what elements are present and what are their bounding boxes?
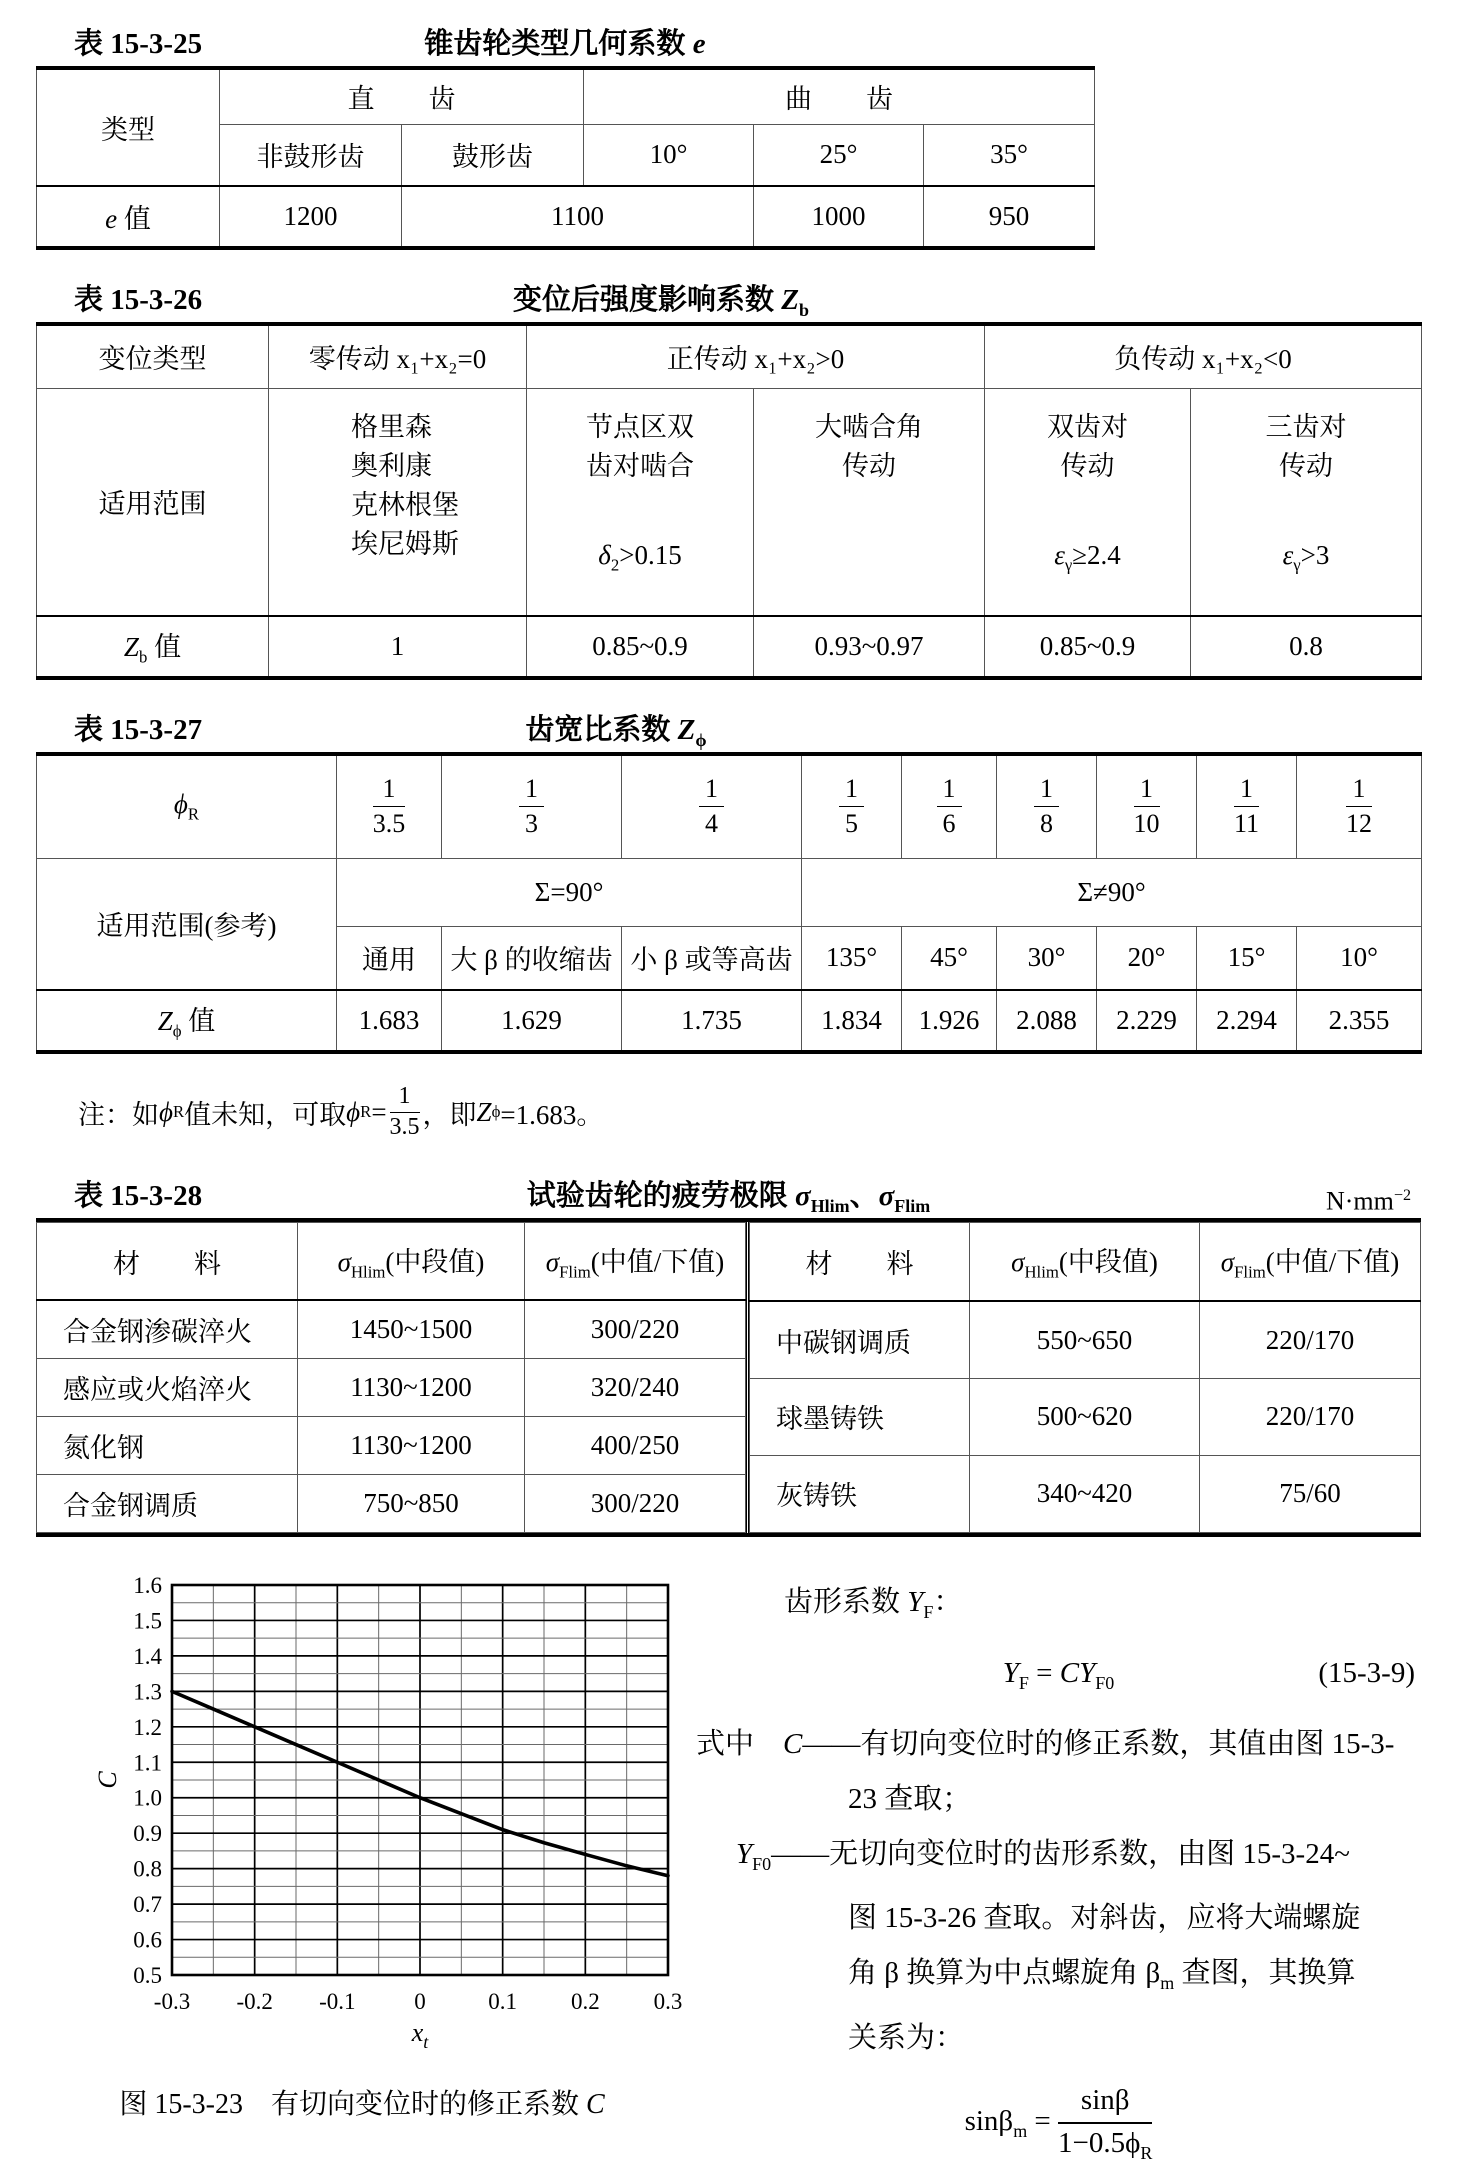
t28r-header-flim <box>1200 1223 1421 1302</box>
t25-header-straight: 直 齿 <box>220 68 584 124</box>
t28r-row0-material: 中碳钢调质 <box>750 1301 970 1379</box>
t27-frac-7-den: 11 <box>1233 809 1260 839</box>
t27-value-0: 1.683 <box>337 990 442 1052</box>
svg-text:1.3: 1.3 <box>133 1679 162 1705</box>
text-colon: ： <box>933 1586 963 1618</box>
t28r-row0-hlim: 550~650 <box>970 1301 1200 1379</box>
table-28-unit <box>1326 1174 1411 1224</box>
table-27-footnote <box>78 1070 1421 1154</box>
svg-text:-0.1: -0.1 <box>319 1989 356 2014</box>
t26-z-row-label <box>37 616 269 678</box>
t26-scope-zero-0: 格里森 <box>351 411 432 442</box>
bottom-section <box>36 1571 1421 2163</box>
eq-y-sub: F <box>1018 1672 1029 1693</box>
t25-value-3: 950 <box>924 186 1095 248</box>
t28r-flim-tail: (中值/下值) <box>1265 1247 1400 1278</box>
t28l-row1-material: 感应或火焰淬火 <box>37 1359 298 1417</box>
svg-text:0.1: 0.1 <box>488 1989 518 2014</box>
table-25-title-var: e <box>692 28 706 60</box>
t27-frac-7-num: 1 <box>1234 773 1259 808</box>
svg-text:1.1: 1.1 <box>133 1750 162 1776</box>
t26-neg1-cond-rest: ≥2.4 <box>1072 539 1121 570</box>
t26-header-pos: 正传动 x₁+x₂>0 <box>527 324 985 388</box>
t26-header-zero: 零传动 x₁+x₂=0 <box>269 324 527 388</box>
t28r-header-material: 材 料 <box>750 1223 970 1302</box>
t27-frac-5-num: 1 <box>1034 773 1059 808</box>
t28r-header-hlim <box>970 1223 1200 1302</box>
text-intro: 齿形系数 <box>784 1586 908 1618</box>
note-phi-1: ϕ <box>159 1096 173 1127</box>
table-26-title-text: 变位后强度影响系数 <box>513 284 782 316</box>
t26-scope-neg1-line2: 传动 <box>1060 450 1115 481</box>
equation-15-3-9 <box>696 1646 1421 1711</box>
svg-text:1.5: 1.5 <box>133 1608 162 1634</box>
svg-text:1.6: 1.6 <box>133 1573 162 1598</box>
t28-title-sigma-1: σ <box>795 1180 811 1212</box>
t28-title-hlim: Hlim <box>810 1195 850 1216</box>
text-yf0-desc-3b: 查图，其换算 <box>1174 1957 1356 1990</box>
t27-value-7: 2.294 <box>1197 990 1297 1052</box>
table-15-3-28 <box>36 1218 1421 1537</box>
formula-denominator <box>1058 2124 1152 2163</box>
table-26-label: 表 15-3-26 <box>74 284 203 316</box>
equation-body <box>1002 1656 1115 1693</box>
t27-frac-2 <box>622 754 802 858</box>
table-row <box>750 1379 1421 1456</box>
t28l-hlim-sub: Hlim <box>350 1262 386 1282</box>
t27-phi-label <box>37 754 337 858</box>
t28r-hlim-sigma: σ <box>1011 1247 1025 1278</box>
t28l-row0-flim: 300/220 <box>525 1300 746 1359</box>
t25-subcol-1: 鼓形齿 <box>402 124 584 186</box>
t27-subcol-5: 30° <box>997 926 1097 990</box>
t27-frac-8-num: 1 <box>1346 773 1372 808</box>
svg-text:0.5: 0.5 <box>133 1963 162 1988</box>
t27-value-4: 1.926 <box>902 990 997 1052</box>
t25-value-2: 1000 <box>754 186 924 248</box>
svg-text:1.0: 1.0 <box>133 1785 162 1811</box>
t27-frac-3 <box>802 754 902 858</box>
t26-value-4: 0.8 <box>1191 616 1422 678</box>
table-15-3-25 <box>36 66 1095 250</box>
t27-frac-3-num: 1 <box>839 773 864 808</box>
t26-delta: δ <box>598 539 611 570</box>
note-eq: = <box>371 1096 387 1127</box>
formula-equals: = <box>1034 2105 1051 2138</box>
text-beta-m-sub: m <box>1160 1973 1175 1994</box>
text-where: 式中 <box>696 1727 784 1760</box>
t26-scope-pos1 <box>527 388 754 616</box>
table-25-title <box>424 28 705 60</box>
t27-frac-2-den: 4 <box>705 809 718 839</box>
t28l-flim-tail: (中值/下值) <box>590 1246 725 1277</box>
svg-text:-0.2: -0.2 <box>236 1989 273 2014</box>
t27-subcol-8: 10° <box>1297 926 1422 990</box>
text-yf0-var: Y <box>736 1837 753 1870</box>
t25-header-curved: 曲 齿 <box>584 68 1095 124</box>
table-27-caption-row <box>36 708 1196 752</box>
t26-scope-neg1-line1: 双齿对 <box>1047 411 1128 442</box>
note-mid1: 值未知，可取 <box>184 1099 347 1130</box>
t28-title-sep: 、 <box>849 1180 879 1212</box>
t25-subcol-3: 25° <box>754 124 924 186</box>
t28l-header-flim <box>525 1223 746 1301</box>
table-26-title <box>513 284 809 320</box>
note-z-sub: ϕ <box>491 1102 501 1121</box>
t28r-flim-sigma: σ <box>1220 1247 1235 1278</box>
text-c-desc-2-line: 23 查取； <box>848 1782 972 1815</box>
table-27-title-var: Z <box>677 714 696 746</box>
t27-frac-6 <box>1097 754 1197 858</box>
t27-z-row-label <box>37 990 337 1052</box>
note-frac-num: 1 <box>390 1084 420 1112</box>
t26-z-var: Z <box>123 632 139 663</box>
table-28-right <box>749 1222 1421 1533</box>
svg-text:xt: $x_t$ <box>411 2018 429 2049</box>
svg-text:1.4: 1.4 <box>133 1643 162 1669</box>
t28l-flim-sub: Flim <box>559 1262 591 1282</box>
t28l-header-material: 材 料 <box>37 1223 298 1301</box>
svg-text:0.7: 0.7 <box>133 1892 162 1918</box>
t27-sum-eq: Σ=90° <box>337 858 802 926</box>
t26-header-neg: 负传动 x₁+x₂<0 <box>985 324 1422 388</box>
t26-scope-label: 适用范围 <box>37 388 269 616</box>
t26-scope-neg2-cond <box>1195 540 1417 575</box>
note-phi-sub-2: R <box>360 1102 372 1121</box>
t27-subcol-4: 45° <box>902 926 997 990</box>
t25-subcol-2: 10° <box>584 124 754 186</box>
svg-text:0.6: 0.6 <box>133 1927 162 1953</box>
t26-gamma-1: γ <box>1064 554 1073 574</box>
text-where-line <box>696 1717 1421 1772</box>
t28l-hlim-sigma: σ <box>337 1246 351 1277</box>
note-phi-2: ϕ <box>346 1096 361 1127</box>
t27-z-var: Z <box>157 1006 173 1037</box>
t27-frac-1-den: 3 <box>525 809 538 839</box>
t28r-flim-sub: Flim <box>1234 1262 1266 1282</box>
svg-text:0.3: 0.3 <box>653 1989 683 2014</box>
t27-frac-8-den: 12 <box>1346 809 1372 839</box>
t25-value-1: 1100 <box>402 186 754 248</box>
t28l-flim-sigma: σ <box>545 1246 560 1277</box>
t26-neg2-cond-rest: >3 <box>1300 539 1330 570</box>
t27-subcol-7: 15° <box>1197 926 1297 990</box>
formula-numerator: sinβ <box>1058 2084 1152 2123</box>
t25-header-type: 类型 <box>37 68 220 186</box>
t28r-hlim-tail: (中段值) <box>1058 1247 1158 1278</box>
t26-value-1: 0.85~0.9 <box>527 616 754 678</box>
t26-gamma-2: γ <box>1293 554 1301 574</box>
t27-subcol-6: 20° <box>1097 926 1197 990</box>
t26-scope-zero-2: 克林根堡 <box>351 489 459 520</box>
t28l-row2-material: 氮化钢 <box>37 1417 298 1475</box>
t25-value-0: 1200 <box>220 186 402 248</box>
t25-subcol-4: 35° <box>924 124 1095 186</box>
text-dash-2: —— <box>771 1837 830 1870</box>
table-15-3-27 <box>36 752 1422 1054</box>
text-yf0-line <box>736 1827 1421 1892</box>
table-row <box>37 1300 746 1359</box>
note-prefix: 注：如 <box>78 1099 159 1130</box>
note-fraction <box>390 1084 420 1139</box>
table-27-label: 表 15-3-27 <box>74 714 203 746</box>
t28l-row3-flim: 300/220 <box>525 1475 746 1533</box>
t27-frac-2-num: 1 <box>699 773 724 808</box>
t26-scope-zero-1: 奥利康 <box>351 450 432 481</box>
t26-value-0: 1 <box>269 616 527 678</box>
t28r-row1-hlim: 500~620 <box>970 1379 1200 1456</box>
t27-frac-7 <box>1197 754 1297 858</box>
table-28-caption-row <box>36 1174 1421 1218</box>
table-row <box>37 1475 746 1533</box>
t27-value-1: 1.629 <box>442 990 622 1052</box>
t27-value-2: 1.735 <box>622 990 802 1052</box>
t28l-row0-material: 合金钢渗碳淬火 <box>37 1300 298 1359</box>
t26-eps-2: ε <box>1282 539 1294 570</box>
t26-scope-pos2 <box>754 388 985 616</box>
svg-text:0: 0 <box>414 1989 426 2014</box>
table-25-caption-row <box>36 22 1094 66</box>
t25-row-label <box>37 186 220 248</box>
table-26-title-var: Z <box>781 284 799 316</box>
t25-e-label: 值 <box>117 204 151 234</box>
note-z: Z <box>476 1096 492 1127</box>
t28r-row2-flim: 75/60 <box>1200 1455 1421 1532</box>
t26-value-2: 0.93~0.97 <box>754 616 985 678</box>
t27-frac-0-den: 3.5 <box>372 809 406 839</box>
figure-15-3-23-chart <box>88 1571 688 2049</box>
t26-scope-pos1-cond <box>531 540 749 575</box>
t26-scope-pos2-line2: 传动 <box>842 450 896 481</box>
t27-frac-6-den: 10 <box>1133 809 1160 839</box>
formula-lhs <box>964 2105 1028 2142</box>
table-28-title <box>526 1180 931 1216</box>
eq-cy: CY <box>1059 1656 1096 1689</box>
t27-frac-8 <box>1297 754 1422 858</box>
t26-scope-zero <box>269 388 527 616</box>
note-frac-den: 3.5 <box>389 1113 420 1140</box>
table-28-left <box>36 1222 746 1533</box>
t28-title-flim: Flim <box>894 1195 931 1216</box>
eq-rel: = <box>1028 1656 1060 1689</box>
svg-text:0.8: 0.8 <box>133 1856 162 1882</box>
t28l-header-hlim <box>298 1223 525 1301</box>
t28r-row1-material: 球墨铸铁 <box>750 1379 970 1456</box>
t27-frac-0 <box>337 754 442 858</box>
text-c-var: C <box>783 1727 803 1760</box>
t27-value-3: 1.834 <box>802 990 902 1052</box>
body-text <box>696 1571 1421 2163</box>
t27-frac-6-num: 1 <box>1134 773 1160 808</box>
t27-frac-0-num: 1 <box>373 773 406 808</box>
table-28-title-text: 试验齿轮的疲劳极限 <box>526 1180 796 1212</box>
note-phi-sub-1: R <box>172 1102 185 1121</box>
t26-scope-zero-3: 埃尼姆斯 <box>351 528 459 559</box>
t28l-row3-material: 合金钢调质 <box>37 1475 298 1533</box>
t28r-row1-flim: 220/170 <box>1200 1379 1421 1456</box>
equation-number: (15-3-9) <box>1318 1656 1415 1689</box>
t27-frac-1-num: 1 <box>519 773 544 808</box>
table-26-title-sub: b <box>798 299 809 320</box>
text-dash-1: —— <box>802 1727 861 1760</box>
text-yf0-desc-4-line: 关系为： <box>848 2022 965 2055</box>
t27-phi: ϕ <box>173 789 188 820</box>
table-27-title-sub: ϕ <box>695 729 707 750</box>
eq-y: Y <box>1002 1656 1019 1689</box>
t28r-row0-flim: 220/170 <box>1200 1301 1421 1379</box>
formula-sin-beta: sinβ <box>964 2105 1014 2138</box>
formula-sin-beta-m <box>696 2084 1421 2163</box>
text-yf0-sub: F0 <box>752 1853 772 1874</box>
table-row <box>37 1417 746 1475</box>
t26-value-3: 0.85~0.9 <box>985 616 1191 678</box>
t26-eps-1: ε <box>1054 539 1065 570</box>
text-yf0-desc-3a: 角 β 换算为中点螺旋角 β <box>848 1957 1161 1990</box>
text-yf0-desc-1: 无切向变位时的齿形系数，由图 15-3-24~ <box>829 1837 1350 1870</box>
t26-scope-pos2-line1: 大啮合角 <box>815 411 923 442</box>
t26-scope-neg2 <box>1191 388 1422 616</box>
table-25-label: 表 15-3-25 <box>74 28 203 60</box>
t26-scope-neg2-line1: 三齿对 <box>1265 411 1347 442</box>
text-yf-var: Y <box>907 1586 924 1618</box>
t27-frac-4-den: 6 <box>942 809 956 839</box>
t27-z-sub: ϕ <box>172 1021 182 1041</box>
t26-z-sub: b <box>138 647 148 667</box>
t28l-row1-flim: 320/240 <box>525 1359 746 1417</box>
text-yf0-desc-2-line: 图 15-3-26 查取。对斜齿，应将大端螺旋 <box>848 1902 1361 1935</box>
t28l-row0-hlim: 1450~1500 <box>298 1300 525 1359</box>
t27-subcol-1: 大 β 的收缩齿 <box>442 926 622 990</box>
svg-text:C: C <box>93 1771 122 1789</box>
table-27-title-text: 齿宽比系数 <box>525 714 678 746</box>
t28l-row2-flim: 400/250 <box>525 1417 746 1475</box>
svg-text:0.2: 0.2 <box>570 1989 600 2014</box>
table-25-title-text: 锥齿轮类型几何系数 <box>424 28 693 60</box>
text-c-desc-1: 有切向变位时的修正系数，其值由图 15-3- <box>860 1727 1395 1760</box>
t25-e-var: e <box>105 204 118 234</box>
figure-caption-text: 图 15-3-23 有切向变位时的修正系数 <box>119 2089 586 2120</box>
t26-z-label: 值 <box>147 632 182 663</box>
formula-den-sub: R <box>1140 2142 1153 2163</box>
table-27-title <box>525 714 707 750</box>
formula-den-text: 1−0.5ϕ <box>1058 2126 1141 2159</box>
t28-unit-sup: −2 <box>1393 1187 1411 1204</box>
t28r-row2-material: 灰铸铁 <box>750 1455 970 1532</box>
t27-value-6: 2.229 <box>1097 990 1197 1052</box>
t28r-row2-hlim: 340~420 <box>970 1455 1200 1532</box>
t26-scope-pos1-line2: 齿对啮合 <box>586 450 694 481</box>
t27-z-label: 值 <box>181 1006 216 1037</box>
t27-frac-5-den: 8 <box>1040 809 1053 839</box>
svg-text:1.2: 1.2 <box>133 1714 162 1740</box>
table-row <box>37 1359 746 1417</box>
t28l-row2-hlim: 1130~1200 <box>298 1417 525 1475</box>
table-15-3-26 <box>36 322 1422 680</box>
note-tail: =1.683。 <box>500 1099 604 1130</box>
t27-phi-sub: R <box>187 804 200 824</box>
formula-m-sub: m <box>1013 2121 1028 2142</box>
t28r-hlim-sub: Hlim <box>1024 1262 1059 1282</box>
t27-frac-4 <box>902 754 997 858</box>
svg-text:-0.3: -0.3 <box>153 1989 191 2014</box>
t27-value-8: 2.355 <box>1297 990 1422 1052</box>
t27-frac-3-den: 5 <box>845 809 858 839</box>
t26-delta-sub: 2 <box>610 554 620 574</box>
t27-scope-label: 适用范围(参考) <box>37 858 337 990</box>
figure-15-3-23 <box>36 1571 696 2163</box>
t28l-row1-hlim: 1130~1200 <box>298 1359 525 1417</box>
t27-subcol-3: 135° <box>802 926 902 990</box>
t26-header-type: 变位类型 <box>37 324 269 388</box>
t27-frac-5 <box>997 754 1097 858</box>
eq-cy-sub: F0 <box>1095 1672 1115 1693</box>
t26-delta-rest: >0.15 <box>619 539 682 570</box>
t26-scope-neg1 <box>985 388 1191 616</box>
t26-scope-pos1-line1: 节点区双 <box>586 411 694 442</box>
t28l-row3-hlim: 750~850 <box>298 1475 525 1533</box>
t26-scope-neg2-line2: 传动 <box>1279 450 1333 481</box>
text-yf0-desc-3-line <box>848 1946 1421 2011</box>
table-26-caption-row <box>36 278 1286 322</box>
figure-caption-var: C <box>585 2089 605 2120</box>
t26-scope-neg1-cond <box>989 540 1186 575</box>
text-intro-line <box>784 1575 1421 1640</box>
t27-frac-1 <box>442 754 622 858</box>
table-28-label: 表 15-3-28 <box>74 1180 203 1212</box>
t27-subcol-0: 通用 <box>337 926 442 990</box>
note-mid2: ，即 <box>422 1099 477 1130</box>
t28-unit-base: N·mm <box>1325 1186 1394 1216</box>
svg-text:0.9: 0.9 <box>133 1821 162 1847</box>
text-yf-sub: F <box>923 1601 934 1622</box>
figure-caption <box>88 2082 696 2122</box>
table-row <box>750 1455 1421 1532</box>
t25-subcol-0: 非鼓形齿 <box>220 124 402 186</box>
t27-frac-4-num: 1 <box>937 773 962 808</box>
t27-sum-neq: Σ≠90° <box>802 858 1422 926</box>
table-row <box>750 1301 1421 1379</box>
t27-subcol-2: 小 β 或等高齿 <box>622 926 802 990</box>
t28-title-sigma-2: σ <box>878 1180 895 1212</box>
formula-fraction <box>1058 2084 1152 2163</box>
t27-value-5: 2.088 <box>997 990 1097 1052</box>
t28l-hlim-tail: (中段值) <box>385 1246 485 1277</box>
